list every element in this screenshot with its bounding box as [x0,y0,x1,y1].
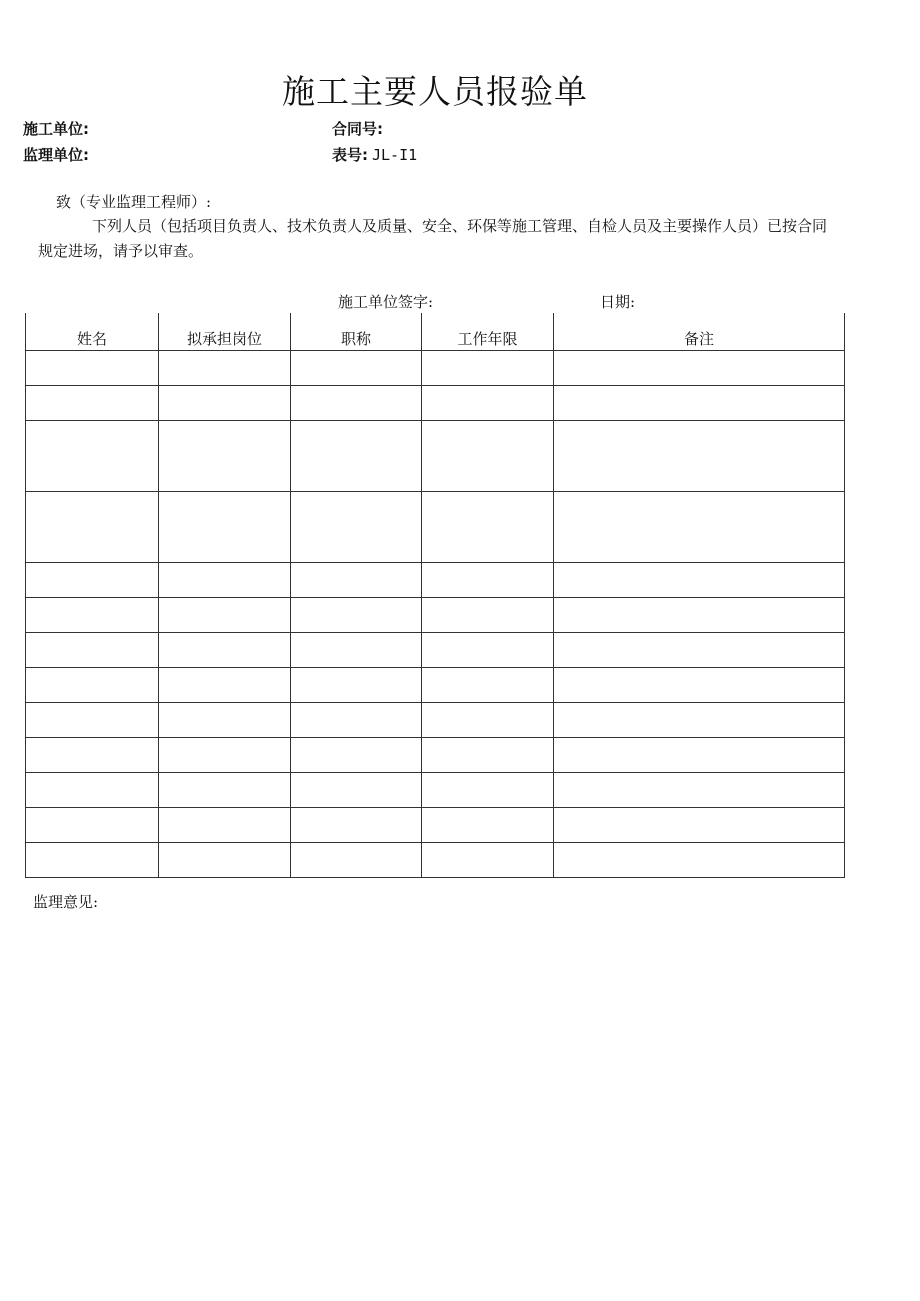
table-cell[interactable] [26,421,159,492]
table-cell[interactable] [291,843,422,878]
table-cell[interactable] [159,492,291,563]
table-row [26,421,845,492]
table-row [26,808,845,843]
table-cell[interactable] [422,633,554,668]
table-cell[interactable] [291,773,422,808]
page-title: 施工主要人员报验单 [282,72,588,111]
table-cell[interactable] [159,808,291,843]
table-cell[interactable] [291,351,422,386]
table-cell[interactable] [291,492,422,563]
table-cell[interactable] [422,386,554,421]
table-cell[interactable] [159,843,291,878]
table-cell[interactable] [554,808,845,843]
table-cell[interactable] [291,808,422,843]
column-header-position: 拟承担岗位 [159,313,291,351]
table-cell[interactable] [422,668,554,703]
personnel-table [25,313,845,878]
supervisor-label: 监理单位: [23,146,89,164]
table-cell[interactable] [422,598,554,633]
table-row [26,633,845,668]
table-cell[interactable] [554,386,845,421]
table-row [26,668,845,703]
column-header-name: 姓名 [26,313,159,351]
table-row [26,598,845,633]
table-cell[interactable] [554,633,845,668]
table-cell[interactable] [422,773,554,808]
table-cell[interactable] [291,598,422,633]
table-cell[interactable] [26,351,159,386]
table-cell[interactable] [26,492,159,563]
table-cell[interactable] [554,668,845,703]
table-cell[interactable] [159,598,291,633]
contractor-sign-label: 施工单位签字: [338,293,434,311]
table-row [26,492,845,563]
table-row [26,843,845,878]
date-label: 日期: [600,293,636,311]
column-header-remarks: 备注 [554,313,845,351]
table-cell[interactable] [291,738,422,773]
table-cell[interactable] [26,703,159,738]
table-cell[interactable] [159,351,291,386]
table-cell[interactable] [159,738,291,773]
table-cell[interactable] [26,563,159,598]
table-cell[interactable] [554,773,845,808]
table-cell[interactable] [291,633,422,668]
table-cell[interactable] [422,563,554,598]
table-cell[interactable] [422,703,554,738]
table-cell[interactable] [26,738,159,773]
contractor-label: 施工单位: [23,120,89,138]
table-cell[interactable] [26,386,159,421]
table-row [26,351,845,386]
letter-body: 下列人员（包括项目负责人、技术负责人及质量、安全、环保等施工管理、自检人员及主要操作人员）已按合同规定进场，请予以审查。 [38,217,828,260]
table-cell[interactable] [26,598,159,633]
column-header-years: 工作年限 [422,313,554,351]
table-cell[interactable] [159,421,291,492]
table-cell[interactable] [291,421,422,492]
table-cell[interactable] [554,492,845,563]
table-cell[interactable] [26,633,159,668]
form-no-field [332,145,417,165]
supervisor-field [23,145,89,165]
table-cell[interactable] [422,421,554,492]
table-cell[interactable] [291,703,422,738]
contract-no-label: 合同号: [332,120,383,138]
table-row [26,703,845,738]
table-cell[interactable] [159,668,291,703]
table-cell[interactable] [422,843,554,878]
salutation: 致（专业监理工程师）: [56,193,212,211]
table-cell[interactable] [554,703,845,738]
table-cell[interactable] [554,598,845,633]
table-cell[interactable] [159,703,291,738]
table-cell[interactable] [554,738,845,773]
table-cell[interactable] [422,808,554,843]
table-row [26,563,845,598]
table-cell[interactable] [159,386,291,421]
table-cell[interactable] [422,351,554,386]
table-cell[interactable] [26,808,159,843]
table-cell[interactable] [26,668,159,703]
table-cell[interactable] [26,843,159,878]
table-row [26,386,845,421]
form-no-value: JL-I1 [372,146,418,164]
table-row [26,738,845,773]
table-cell[interactable] [422,492,554,563]
table-cell[interactable] [554,421,845,492]
table-cell[interactable] [291,386,422,421]
column-header-title: 职称 [291,313,422,351]
table-cell[interactable] [291,668,422,703]
table-cell[interactable] [554,843,845,878]
table-cell[interactable] [291,563,422,598]
table-cell[interactable] [159,773,291,808]
table-cell[interactable] [159,633,291,668]
contractor-field [23,119,89,139]
table-cell[interactable] [554,563,845,598]
table-cell[interactable] [26,773,159,808]
table-cell[interactable] [554,351,845,386]
contract-no-field [332,119,383,139]
supervision-opinion-label: 监理意见: [33,893,99,911]
table-row [26,773,845,808]
form-no-label: 表号: [332,146,368,164]
table-cell[interactable] [422,738,554,773]
table-header-row [26,313,845,351]
table-cell[interactable] [159,563,291,598]
